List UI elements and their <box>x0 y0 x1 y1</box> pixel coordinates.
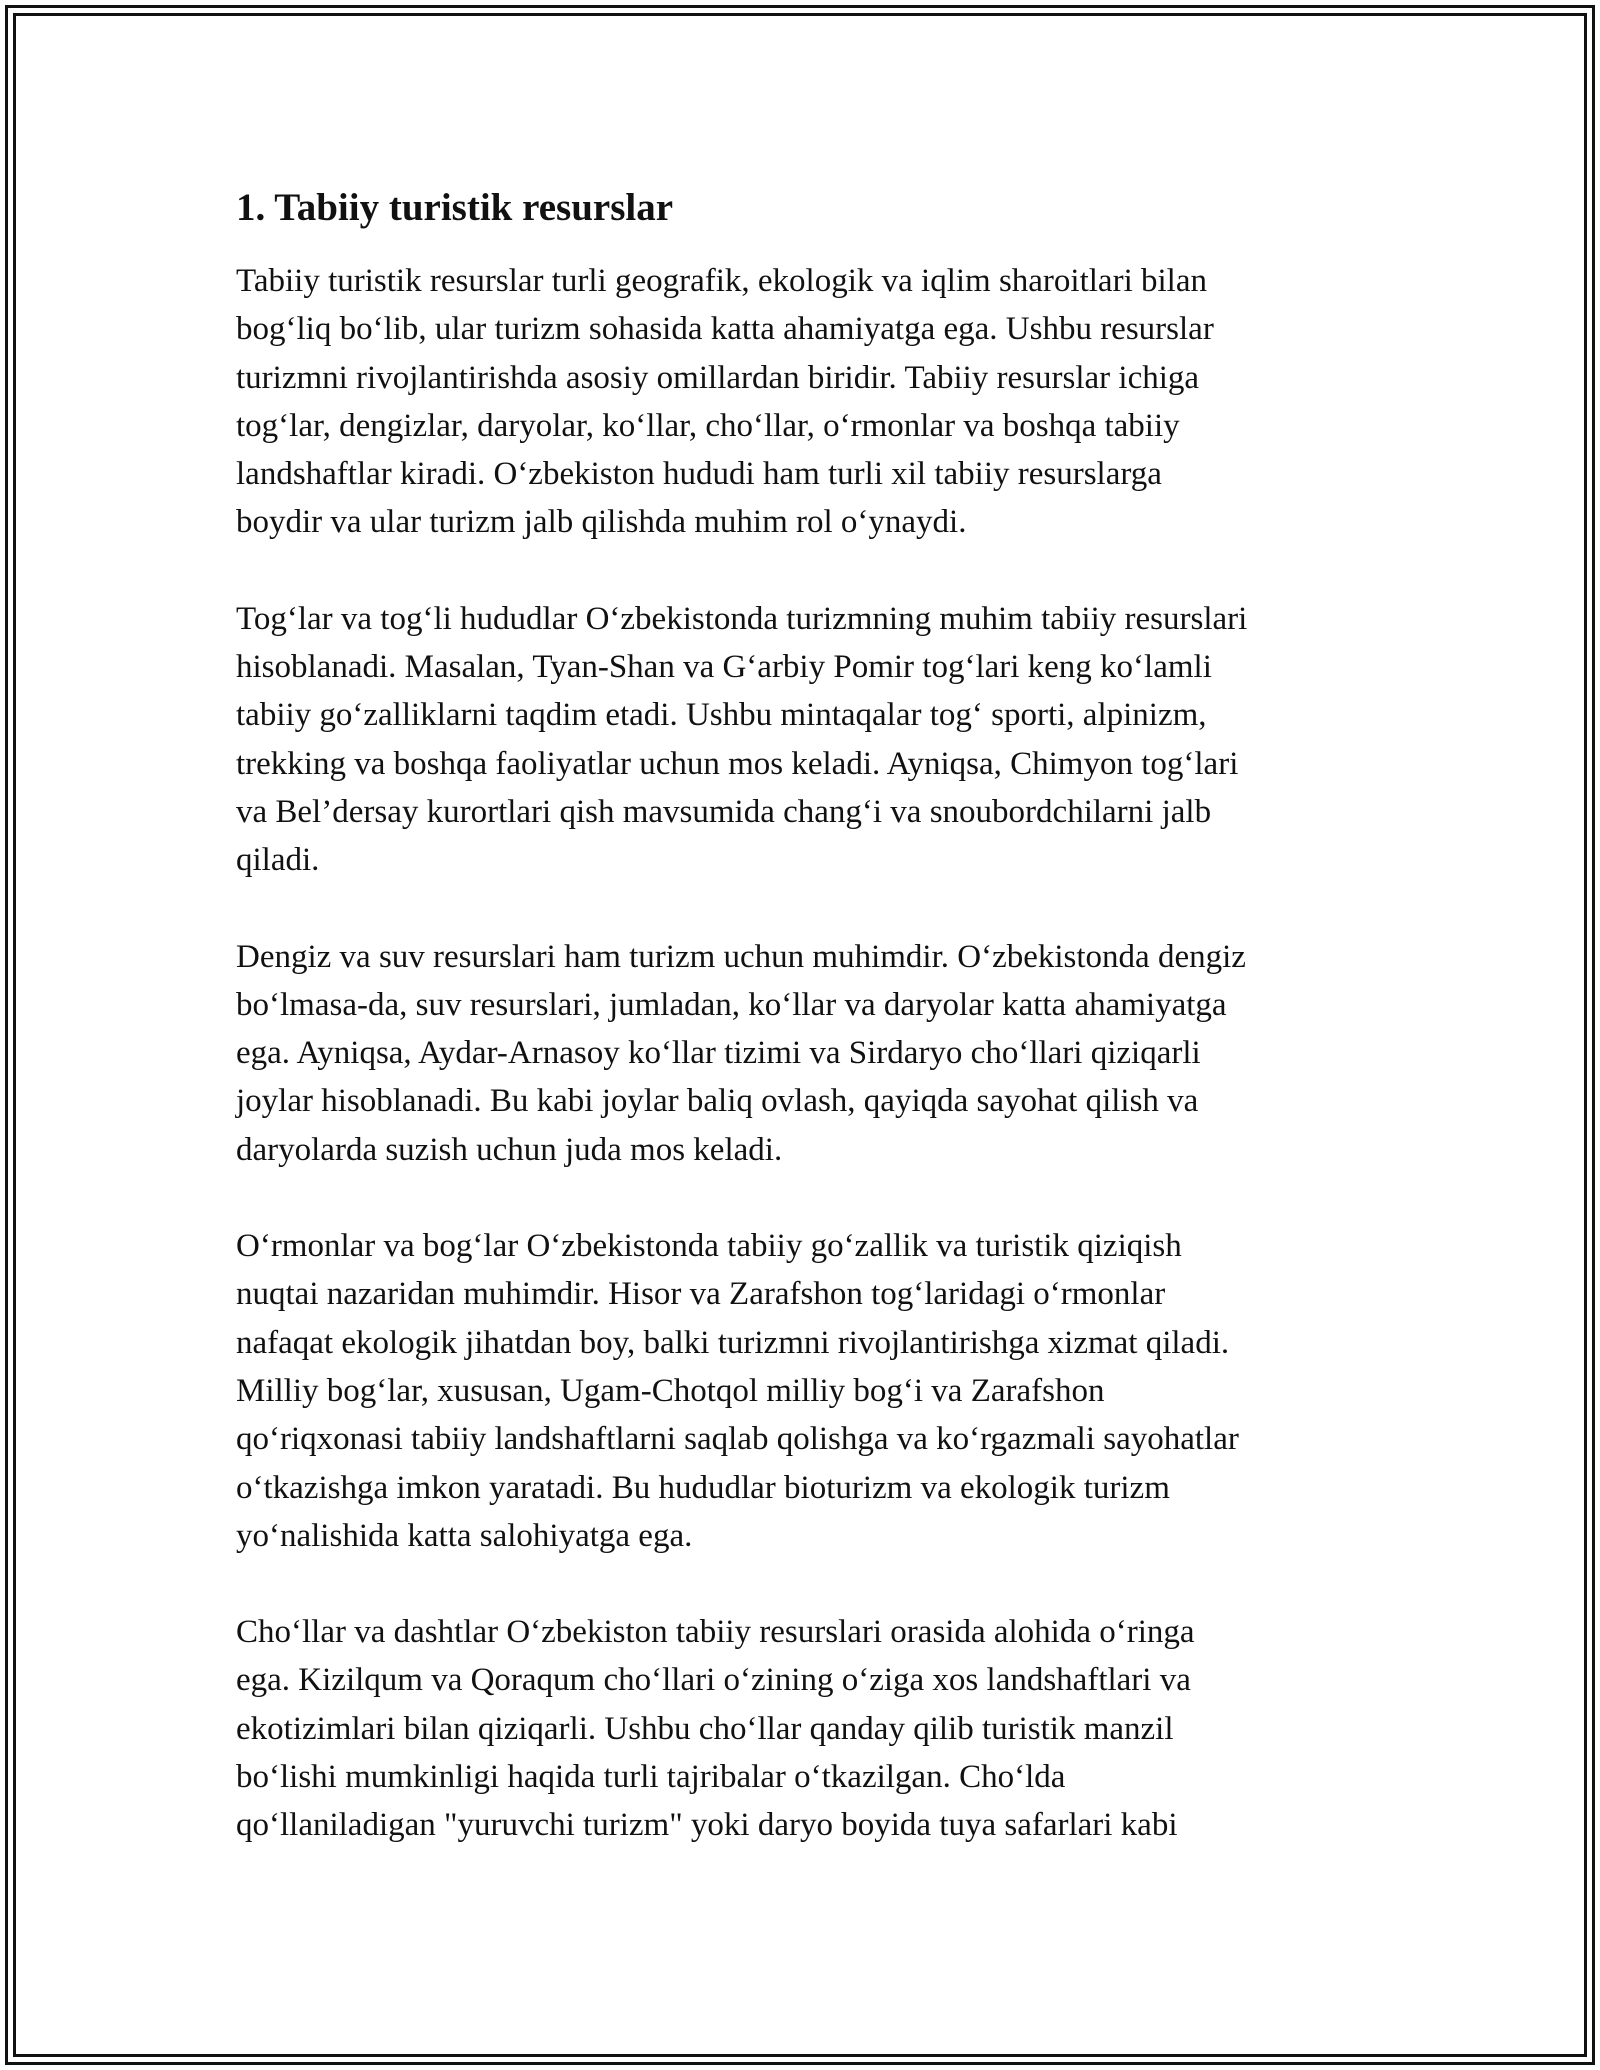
text-line: Milliy bog‘lar, xususan, Ugam-Chotqol milliy bog‘i va Zarafshon <box>236 1372 1105 1409</box>
text-line: turizmni rivojlantirishda asosiy omillardan biridir. Tabiiy resurslar ichiga <box>236 359 1200 396</box>
text-line: bog‘liq bo‘lib, ular turizm sohasida katta ahamiyatga ega. Ushbu resurslar <box>236 311 1214 348</box>
text-line: boydir va ular turizm jalb qilishda muhim rol o‘ynaydi. <box>236 504 967 541</box>
text-line: ega. Kizilqum va Qoraqum cho‘llari o‘zining o‘ziga xos landshaftlari va <box>236 1662 1191 1699</box>
text-line: o‘tkazishga imkon yaratadi. Bu hududlar bioturizm va ekologik turizm <box>236 1469 1170 1506</box>
text-line: Cho‘llar va dashtlar O‘zbekiston tabiiy resurslari orasida alohida o‘ringa <box>236 1614 1195 1651</box>
paragraph-intro <box>236 257 1386 547</box>
text-line: tog‘lar, dengizlar, daryolar, ko‘llar, cho‘llar, o‘rmonlar va boshqa tabiiy <box>236 407 1180 444</box>
text-line: yo‘nalishida katta salohiyatga ega. <box>236 1517 693 1554</box>
text-line: tabiiy go‘zalliklarni taqdim etadi. Ushbu mintaqalar tog‘ sporti, alpinizm, <box>236 697 1207 734</box>
text-line: bo‘lishi mumkinligi haqida turli tajribalar o‘tkazilgan. Cho‘lda <box>236 1759 1066 1796</box>
text-line: nafaqat ekologik jihatdan boy, balki turizmni rivojlantirishga xizmat qiladi. <box>236 1324 1230 1361</box>
text-line: Tog‘lar va tog‘li hududlar O‘zbekistonda turizmning muhim tabiiy resurslari <box>236 600 1248 637</box>
text-line: ega. Ayniqsa, Aydar-Arnasoy ko‘llar tizimi va Sirdaryo cho‘llari qiziqarli <box>236 1035 1201 1072</box>
text-line: ekotizimlari bilan qiziqarli. Ushbu cho‘llar qanday qilib turistik manzil <box>236 1710 1174 1747</box>
text-line: qiladi. <box>236 842 320 879</box>
paragraph-forests <box>236 1222 1386 1560</box>
text-line: qo‘riqxonasi tabiiy landshaftlarni saqlab qolishga va ko‘rgazmali sayohatlar <box>236 1421 1239 1458</box>
text-line: daryolarda suzish uchun juda mos keladi. <box>236 1131 783 1168</box>
text-line: nuqtai nazaridan muhimdir. Hisor va Zarafshon tog‘laridagi o‘rmonlar <box>236 1276 1166 1313</box>
text-line: Tabiiy turistik resurslar turli geografik, ekologik va iqlim sharoitlari bilan <box>236 263 1207 299</box>
text-line: joylar hisoblanadi. Bu kabi joylar baliq ovlash, qayiqda sayohat qilish va <box>236 1083 1199 1120</box>
document-body <box>236 185 1386 1898</box>
paragraph-deserts <box>236 1608 1386 1849</box>
text-line: O‘rmonlar va bog‘lar O‘zbekistonda tabiiy go‘zallik va turistik qiziqish <box>236 1228 1182 1265</box>
paragraph-mountains <box>236 595 1386 885</box>
text-line: va Bel’dersay kurortlari qish mavsumida chang‘i va snoubordchilarni jalb <box>236 793 1212 830</box>
text-line: qo‘llaniladigan "yuruvchi turizm" yoki daryo boyida tuya safarlari kabi <box>236 1807 1178 1844</box>
text-line: hisoblanadi. Masalan, Tyan-Shan va G‘arbiy Pomir tog‘lari keng ko‘lamli <box>236 649 1212 686</box>
section-heading: 1. Tabiiy turistik resurslar <box>236 186 674 229</box>
text-line: trekking va boshqa faoliyatlar uchun mos keladi. Ayniqsa, Chimyon tog‘lari <box>236 745 1239 782</box>
paragraph-water <box>236 933 1386 1174</box>
text-line: Dengiz va suv resurslari ham turizm uchun muhimdir. O‘zbekistonda dengiz <box>236 938 1246 975</box>
text-line: landshaftlar kiradi. O‘zbekiston hududi ham turli xil tabiiy resurslarga <box>236 456 1162 493</box>
text-line: bo‘lmasa-da, suv resurslari, jumladan, ko‘llar va daryolar katta ahamiyatga <box>236 986 1227 1023</box>
